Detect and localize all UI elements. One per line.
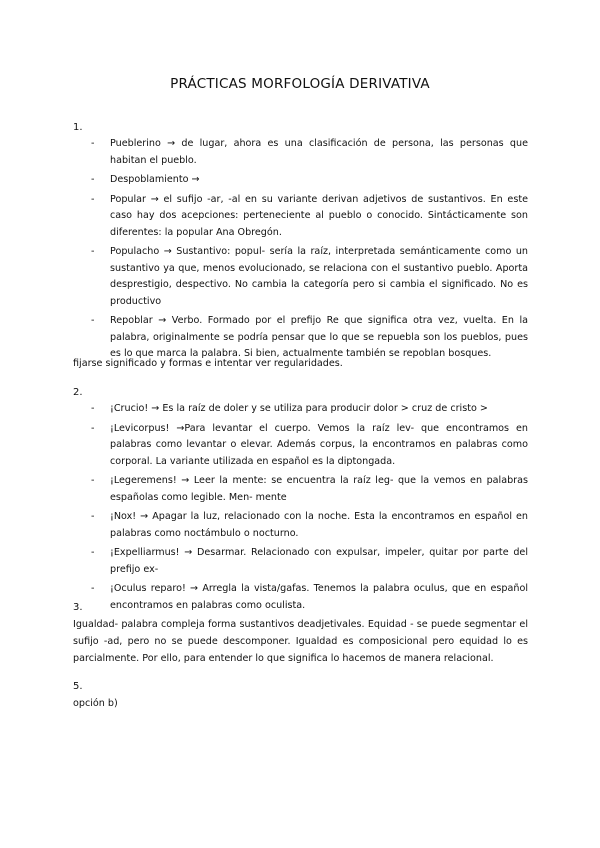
list-item [0,244,600,310]
list-item [0,473,600,506]
list-item-text: ¡Expelliarmus! → Desarmar. Relacionado con expulsar, impeler, quitar por parte del prefijo ex- [110,547,528,575]
section-5-number: 5. [73,681,83,692]
section-3-number: 3. [73,602,83,613]
section-1-number: 1. [73,122,83,133]
list-item-text: ¡Levicorpus! →Para levantar el cuerpo. Vemos la raíz lev- que encontramos en palabras como levantar o elevar. Además corpus, la encontramos en palabras como corporal. La variante utilizada en español es la diptongada. [110,422,528,467]
list-item [0,401,600,418]
bullet-dash: - [91,193,95,205]
document-title: PRÁCTICAS MORFOLOGÍA DERIVATIVA [170,76,430,92]
section-1-note: fijarse significado y formas e intentar ver regularidades. [73,358,343,369]
section-1-list [0,136,600,366]
bullet-dash: - [91,547,95,558]
list-item-text: Populacho → Sustantivo: popul- sería la raíz, interpretada semánticamente como un sustantivo ya que, menos evolucionado, se relaciona con el sustantivo pueblo. Aporta desprestigio, despectivo. No cambia la categoría pero si cambia el significado. No es productivo [110,246,528,307]
list-item [0,421,600,471]
list-item-text: ¡Crucio! → Es la raíz de doler y se utiliza para producir dolor > cruz de cristo > [110,403,488,414]
section-3-text: Igualdad- palabra compleja forma sustantivos deadjetivales. Equidad - se puede segmentar el sufijo -ad, pero no se puede descomponer. Igualdad es composicional pero equidad lo es parcialmente. Por ello, para entender lo que significa lo hacemos de manera relacional. [73,619,528,664]
list-item-text: Popular → el sufijo -ar, -al en su variante derivan adjetivos de sustantivos. En este caso hay dos acepciones: perteneciente al pueblo o conocido. Sintácticamente son diferentes: la popular Ana Obregón. [110,193,528,238]
list-item-text: Repoblar → Verbo. Formado por el prefijo Re que significa otra vez, vuelta. En la palabra, originalmente se podría pensar que lo que se repuebla son los pueblos, pues es lo que marca la palabra. Si bien, actualmente también se repoblan bosques. [110,315,528,359]
list-item [0,509,600,542]
bullet-dash: - [91,174,95,185]
bullet-dash: - [91,511,95,522]
list-item-text: ¡Nox! → Apagar la luz, relacionado con la noche. Esta la encontramos en español en palabras como noctámbulo o nocturno. [110,511,528,539]
list-item-text: ¡Legeremens! → Leer la mente: se encuentra la raíz leg- que la vemos en palabras españolas como legible. Men- mente [110,475,528,503]
section-5-text: opción b) [73,698,118,709]
list-item [0,545,600,578]
list-item [0,192,600,242]
list-item-text: Despoblamiento → [110,174,200,185]
section-2-list [0,401,600,617]
section-2-number: 2. [73,387,83,398]
list-item [0,172,600,189]
bullet-dash: - [91,138,95,149]
list-item-text: ¡Oculus reparo! → Arregla la vista/gafas. Tenemos la palabra oculus, que en español encontramos en palabras como oculista. [110,583,528,611]
list-item [0,581,600,614]
bullet-dash: - [91,583,95,594]
bullet-dash: - [91,475,95,486]
list-item [0,136,600,169]
bullet-dash: - [91,403,95,414]
bullet-dash: - [91,246,95,257]
list-item-text: Pueblerino → de lugar, ahora es una clasificación de persona, las personas que habitan el pueblo. [110,138,528,166]
bullet-dash: - [91,315,95,326]
bullet-dash: - [91,422,95,434]
